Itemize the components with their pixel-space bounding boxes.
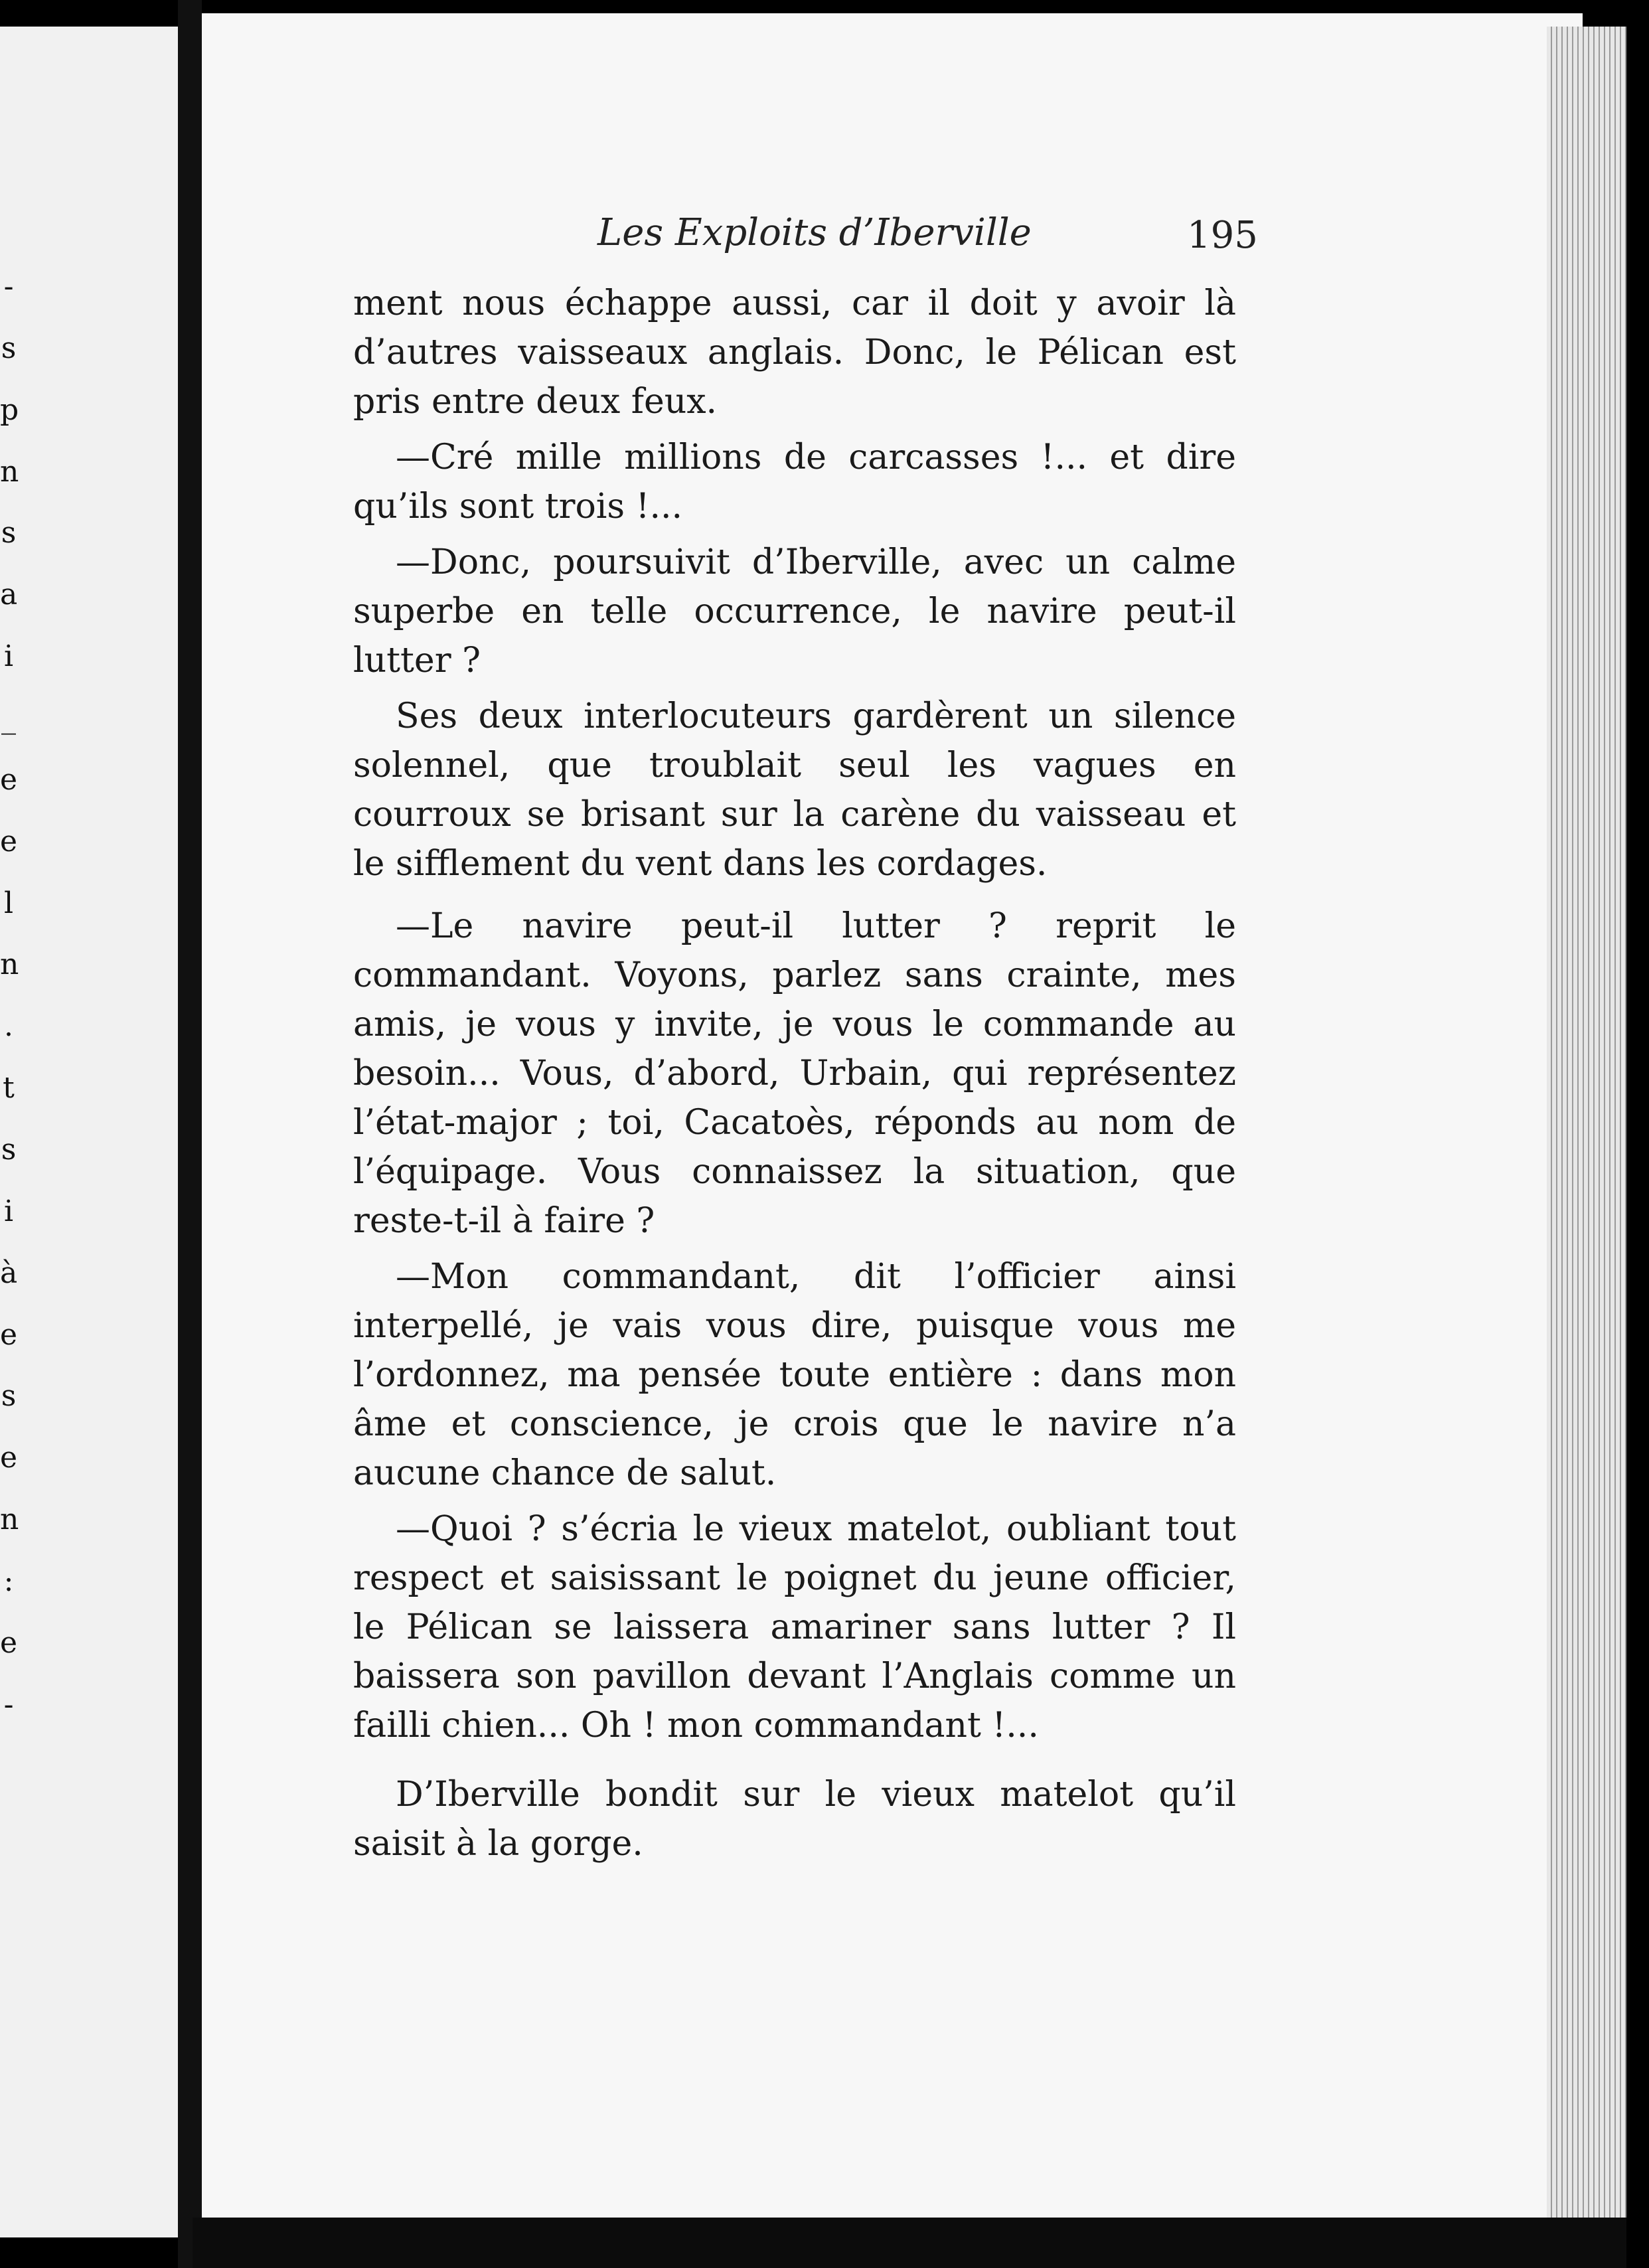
fragment: s [1,516,17,550]
fragment: e [0,824,18,858]
fragment: t [3,1071,15,1105]
fragment: s [1,1379,17,1414]
fragment: l [3,886,14,920]
paragraph: D’Iberville bondit sur le vieux matelot qu’il saisit à la gorge. [353,1775,1236,1864]
fragment: à [0,1256,18,1290]
fragment: e [0,1441,18,1475]
paragraph: ment nous échappe aussi, car il doit y avoir là d’autres vaisseaux anglais. Donc, le Pélican est pris entre deux feux. [353,284,1236,422]
fragment: s [1,1133,17,1167]
fragment: - [3,1687,14,1722]
fragment: e [0,1317,18,1352]
fragment: e [0,1625,18,1660]
fragment: n [0,454,19,489]
paragraph: —Cré mille millions de carcasses !... et dire qu’ils sont trois !... [353,438,1236,526]
fragment: e [0,762,18,797]
book-gutter [178,0,202,2268]
left-page-fragments [0,272,17,1720]
fragment: n [0,1502,19,1537]
paragraph: —Le navire peut-il lutter ? reprit le commandant. Voyons, parlez sans crainte, mes amis, je vous y invite, je vous le commande au besoin... Vous, d’abord, Urbain, qui représentez l’état-major ; toi, Cacatoès, réponds au nom de l’équipage. Vous connaissez la situation, que reste-t-il à faire ? [353,906,1236,1241]
fragment: : [3,1564,14,1599]
fragment: . [4,1009,13,1044]
fragment: a [0,578,18,612]
fragment: s [1,331,17,365]
fragment: n [0,947,19,982]
running-title: Les Exploits d’Iberville [597,211,1032,254]
paragraph: —Donc, poursuivit d’Iberville, avec un calme superbe en telle occurrence, le navire peut-il lutter ? [353,542,1236,681]
page-edges [1547,27,1626,2224]
paragraph: —Quoi ? s’écria le vieux matelot, oubliant tout respect et saisissant le poignet du jeune officier, le Pélican se laissera amariner sans lutter ? Il baissera son pavillon devant l’Anglais comme un failli chien... Oh ! mon commandant !... [353,1509,1236,1745]
paragraph: —Mon commandant, dit l’officier ainsi interpellé, je vais vous dire, puisque vous me l’ordonnez, ma pensée toute entière : dans mon âme et conscience, je crois que le navire n’a aucune chance de salut. [353,1257,1236,1493]
fragment: _ [1,701,16,736]
paragraph: Ses deux interlocuteurs gardèrent un silence solennel, que troublait seul les vagues en courroux se brisant sur la carène du vaisseau et le sifflement du vent dans les cordages. [353,696,1236,884]
left-page [0,27,178,2237]
fragment: i [3,1194,14,1228]
fragment: - [3,270,14,303]
bottom-edge [193,2218,1626,2268]
body-text [353,279,1236,1875]
fragment: i [3,639,14,674]
fragment: p [0,392,19,427]
page-number: 195 [1187,214,1258,257]
